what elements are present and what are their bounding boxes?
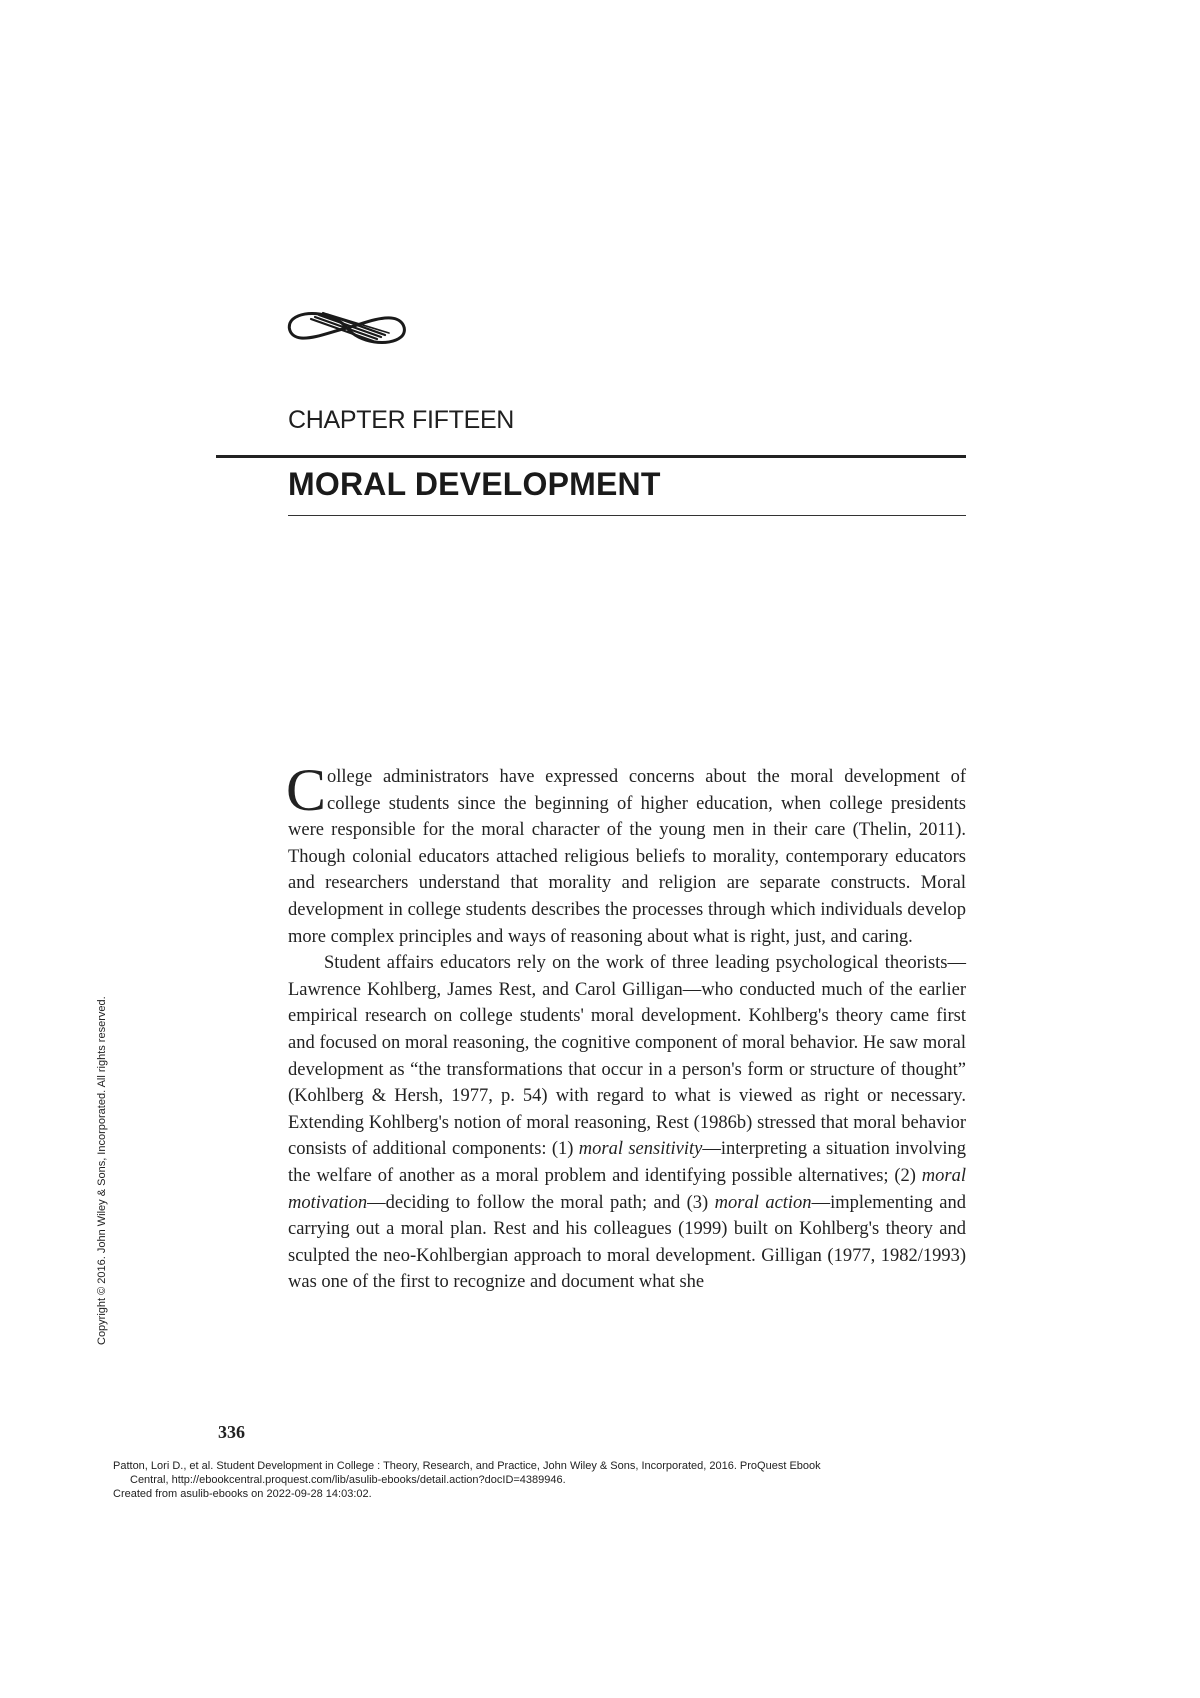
chapter-rule-top xyxy=(216,455,966,458)
term-moral-sensitivity: moral sensitivity xyxy=(578,1139,703,1160)
chapter-rule-bottom xyxy=(288,515,966,516)
paragraph-2-seg1: Student affairs educators rely on the work of three leading psychological theorists—Lawrence Kohlberg, James Rest, and Carol Gilligan—who conducted much of the earlier empirical research on college students' moral development. Kohlberg's theory came first and focused on moral reasoning, the cognitive component of moral behavior. He saw moral development as “the transformations that occur in a person's form or structure of thought” (Kohlberg & Hersh, 1977, p. 54) with regard to what is viewed as right or necessary. Extending Kohlberg's notion of moral reasoning, Rest (1986b) stressed that moral behavior consists of additional components: (1) xyxy=(288,953,966,1160)
chapter-title: MORAL DEVELOPMENT xyxy=(288,466,661,502)
body-paragraph-1 xyxy=(286,757,966,950)
paragraph-2-seg4: —implementing and carrying out a moral plan. Rest and his colleagues (1999) built on Kohlberg's theory and sculpted the neo-Kohlbergian approach to moral development. Gilligan (1977, 1982/1993) was one of the first to recognize and document what she xyxy=(288,1192,966,1293)
footer-line-2: Central, http://ebookcentral.proquest.com/lib/asulib-ebooks/detail.action?docID=4389946. xyxy=(130,1474,566,1486)
paragraph-2-seg3: —deciding to follow the moral path; and (3) xyxy=(367,1192,715,1213)
chapter-label: CHAPTER FIFTEEN xyxy=(288,406,515,434)
drop-cap: C xyxy=(286,757,327,823)
footer-line-3: Created from asulib-ebooks on 2022-09-28 14:03:02. xyxy=(113,1488,372,1500)
paragraph-1-text: ollege administrators have expressed concerns about the moral development of college students since the beginning of higher education, when college presidents were responsible for the moral character of the young men in their care (Thelin, 2011). Though colonial educators attached religious beliefs to morality, contemporary educators and researchers understand that morality and religion are separate constructs. Moral development in college students describes the processes through which individuals develop more complex principles and ways of reasoning about what is right, just, and caring. xyxy=(288,767,966,947)
page-number: 336 xyxy=(218,1422,245,1442)
footer-line-1: Patton, Lori D., et al. Student Development in College : Theory, Research, and Practice, John Wiley & Sons, Incorporated, 2016. ProQuest Ebook xyxy=(113,1460,821,1472)
term-moral-action: moral action xyxy=(714,1192,812,1213)
side-copyright-notice: Copyright © 2016. John Wiley & Sons, Incorporated. All rights reserved. xyxy=(96,996,108,1345)
body-paragraph-2 xyxy=(288,950,966,1296)
chapter-body xyxy=(286,757,966,1296)
paragraph-2-seg2: —interpreting a situation involving the welfare of another as a moral problem and identifying possible alternatives; (2) xyxy=(288,1139,966,1186)
citation-footer xyxy=(113,1459,1013,1501)
term-moral-motivation: moral motivation xyxy=(288,1165,966,1213)
flourish-ornament-icon xyxy=(285,305,409,351)
